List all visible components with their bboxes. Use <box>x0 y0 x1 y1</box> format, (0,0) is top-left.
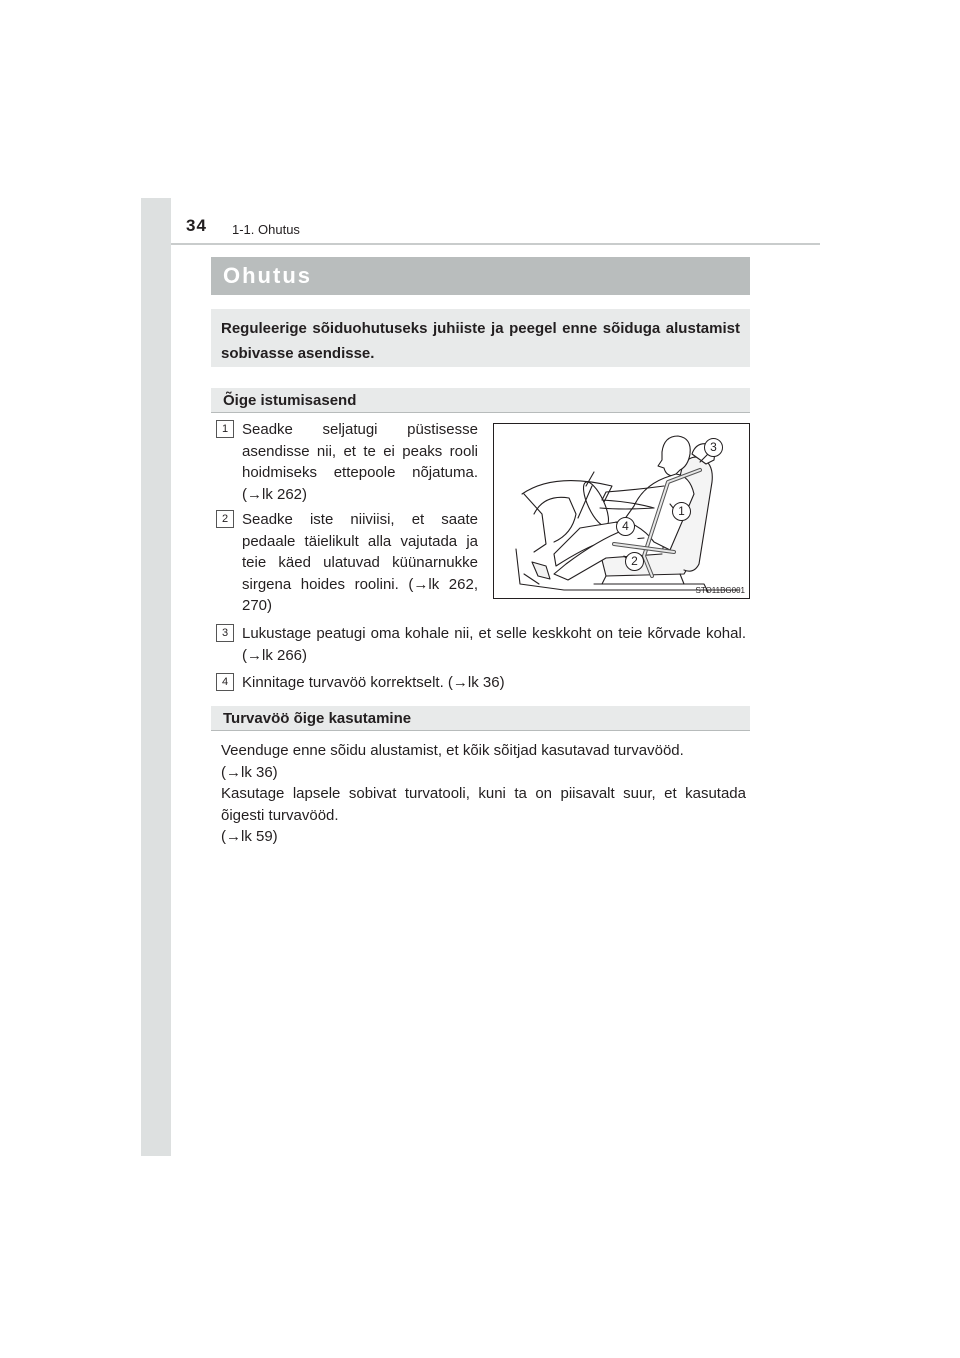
figure-callout-3: 3 <box>704 438 723 457</box>
seating-position-illustration <box>493 423 750 599</box>
page-title: Ohutus <box>211 257 750 295</box>
figure-code: STO11BG001 <box>695 586 745 595</box>
intro-text: Reguleerige sõiduohutuseks juhiiste ja peegel enne sõiduga alustamist sobivasse asendisse. <box>221 320 740 362</box>
header-divider <box>171 243 820 245</box>
figure-callout-4: 4 <box>616 517 635 536</box>
figure-callout-2: 2 <box>625 552 644 571</box>
item-number-4: 4 <box>216 673 234 691</box>
item-number-3: 3 <box>216 624 234 642</box>
section-heading-seatbelt: Turvavöö õige kasutamine <box>211 706 750 731</box>
item-number-2: 2 <box>216 510 234 528</box>
figure-callout-1: 1 <box>672 502 691 521</box>
seatbelt-body <box>221 740 746 848</box>
section-heading-seating: Õige istumisasend <box>211 388 750 413</box>
item-text-4: Kinnitage turvavöö korrektselt. (→lk 36) <box>242 674 505 691</box>
running-header: 1-1. Ohutus <box>232 222 300 237</box>
seatbelt-reference-2: (→lk 59) <box>221 828 278 845</box>
item-text-2: Seadke iste niiviisi, et saate pedaale täielikult alla vajutada ja teie käed ulatuvad küünarnukke sirgena hoides roolini. (→lk 262, 270) <box>242 511 478 614</box>
item-number-1: 1 <box>216 420 234 438</box>
intro-box <box>211 309 750 367</box>
seatbelt-paragraph-1: Veenduge enne sõidu alustamist, et kõik sõitjad kasutavad turvavööd. <box>221 742 684 759</box>
item-text-1: Seadke seljatugi püstisesse asendisse nii, et te ei peaks rooli hoidmiseks ettepoole nõjatuma. (→lk 262) <box>242 421 478 503</box>
page-number: 34 <box>186 216 207 235</box>
seatbelt-paragraph-2: Kasutage lapsele sobivat turvatooli, kuni ta on piisavalt suur, et kasutada õigesti turvavööd. <box>221 785 746 824</box>
seatbelt-reference-1: (→lk 36) <box>221 763 278 781</box>
item-text-3: Lukustage peatugi oma kohale nii, et selle keskkoht on teie kõrvade kohal. (→lk 266) <box>242 625 746 664</box>
side-tab-bar <box>141 198 171 1156</box>
